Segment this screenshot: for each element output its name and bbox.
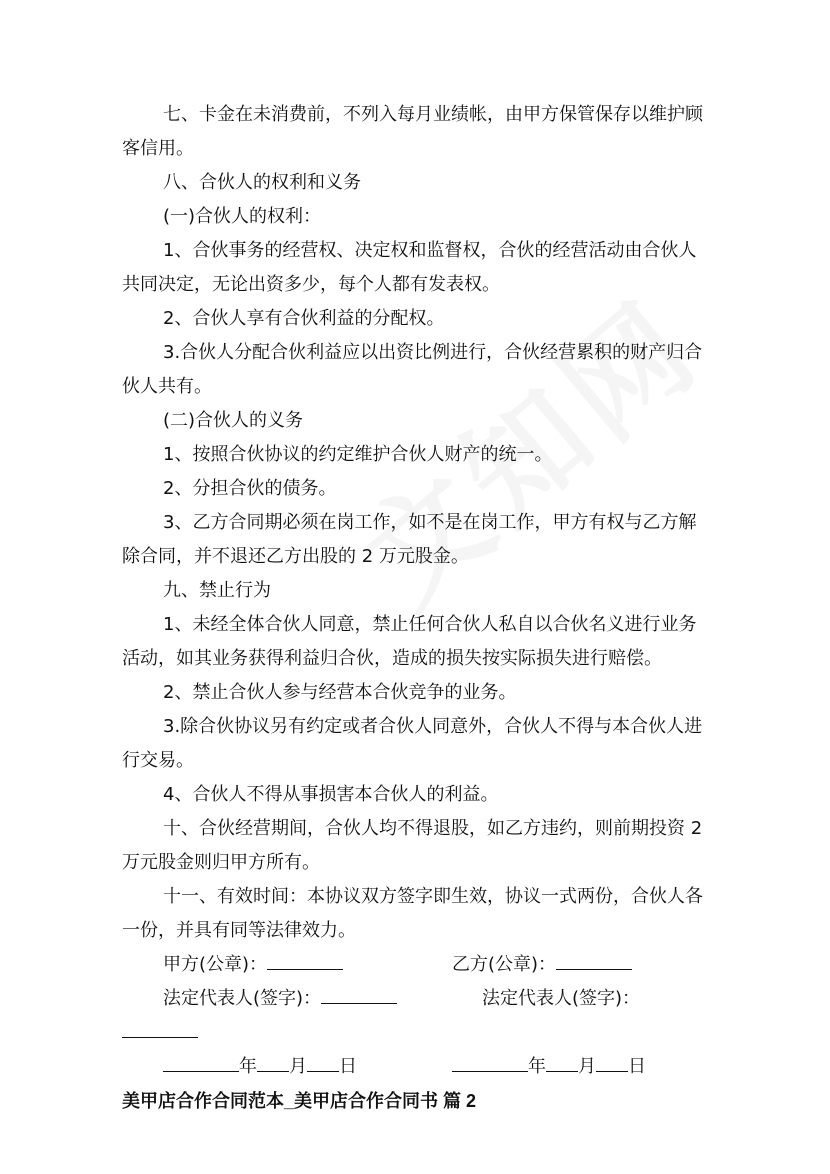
party-b-year-label: 年 [528, 1056, 546, 1077]
next-section-heading: 美甲店合作合同范本_美甲店合作合同书 篇 2 [122, 1091, 477, 1111]
rights-item-1: 1、合伙事务的经营权、决定权和监督权，合伙的经营活动由合伙人共同决定，无论出资多少，每个人都有发表权。 [122, 240, 697, 295]
party-a-rep-label: 法定代表人(签字)： [163, 988, 322, 1009]
party-b-month-label: 月 [578, 1056, 596, 1077]
party-a-rep-blank[interactable] [321, 985, 397, 1004]
party-a-month-label: 月 [289, 1056, 307, 1077]
subsection-rights: (一)合伙人的权利： [163, 206, 322, 227]
section-10: 十、合伙经营期间，合伙人均不得退股，如乙方违约，则前期投资 2 万元股金则归甲方所有。 [122, 818, 703, 873]
party-a-day-label: 日 [339, 1056, 357, 1077]
party-a-year-label: 年 [239, 1056, 257, 1077]
rep-row [122, 982, 712, 1016]
party-a-day-blank[interactable] [307, 1053, 339, 1072]
prohibit-item-3: 3.除合伙协议另有约定或者合伙人同意外，合伙人不得与本合伙人进行交易。 [122, 716, 703, 771]
section-9-title: 九、禁止行为 [163, 580, 271, 601]
prohibit-item-4: 4、合伙人不得从事损害本合伙人的利益。 [163, 784, 499, 805]
prohibit-item-2: 2、禁止合伙人参与经营本合伙竞争的业务。 [163, 682, 517, 703]
party-b-month-blank[interactable] [546, 1053, 578, 1072]
party-b-rep-blank[interactable] [122, 1019, 198, 1038]
duties-item-1: 1、按照合伙协议的约定维护合伙人财产的统一。 [163, 444, 553, 465]
party-a-seal-label: 甲方(公章)： [163, 954, 268, 975]
duties-item-3: 3、乙方合同期必须在岗工作，如不是在岗工作，甲方有权与乙方解除合同，并不退还乙方出股的 2 万元股金。 [122, 512, 697, 567]
party-b-day-blank[interactable] [596, 1053, 628, 1072]
party-b-seal-blank[interactable] [556, 951, 632, 970]
date-row [122, 1050, 712, 1084]
section-11: 十一、有效时间：本协议双方签字即生效，协议一式两份，合伙人各一份，并具有同等法律效力。 [122, 886, 703, 941]
party-a-seal-blank[interactable] [267, 951, 343, 970]
party-a-month-blank[interactable] [257, 1053, 289, 1072]
party-b-year-blank[interactable] [452, 1053, 528, 1072]
prohibit-item-1: 1、未经全体合伙人同意，禁止任何合伙人私自以合伙名义进行业务活动，如其业务获得利益归合伙，造成的损失按实际损失进行赔偿。 [122, 614, 697, 669]
rights-item-3: 3.合伙人分配合伙利益应以出资比例进行，合伙经营累积的财产归合伙人共有。 [122, 342, 703, 397]
section-8-title: 八、合伙人的权利和义务 [163, 172, 361, 193]
party-a-year-blank[interactable] [163, 1053, 239, 1072]
party-b-rep-blank-line [122, 1016, 712, 1050]
party-b-day-label: 日 [628, 1056, 646, 1077]
rights-item-2: 2、合伙人享有合伙利益的分配权。 [163, 308, 445, 329]
paragraph-7: 七、卡金在未消费前，不列入每月业绩帐，由甲方保管保存以维护顾客信用。 [122, 104, 703, 159]
document-body [122, 98, 712, 1118]
party-b-seal-label: 乙方(公章)： [452, 954, 557, 975]
subsection-duties: (二)合伙人的义务 [163, 410, 304, 431]
duties-item-2: 2、分担合伙的债务。 [163, 478, 337, 499]
seal-row [122, 948, 712, 982]
party-b-rep-label: 法定代表人(签字)： [482, 988, 641, 1009]
